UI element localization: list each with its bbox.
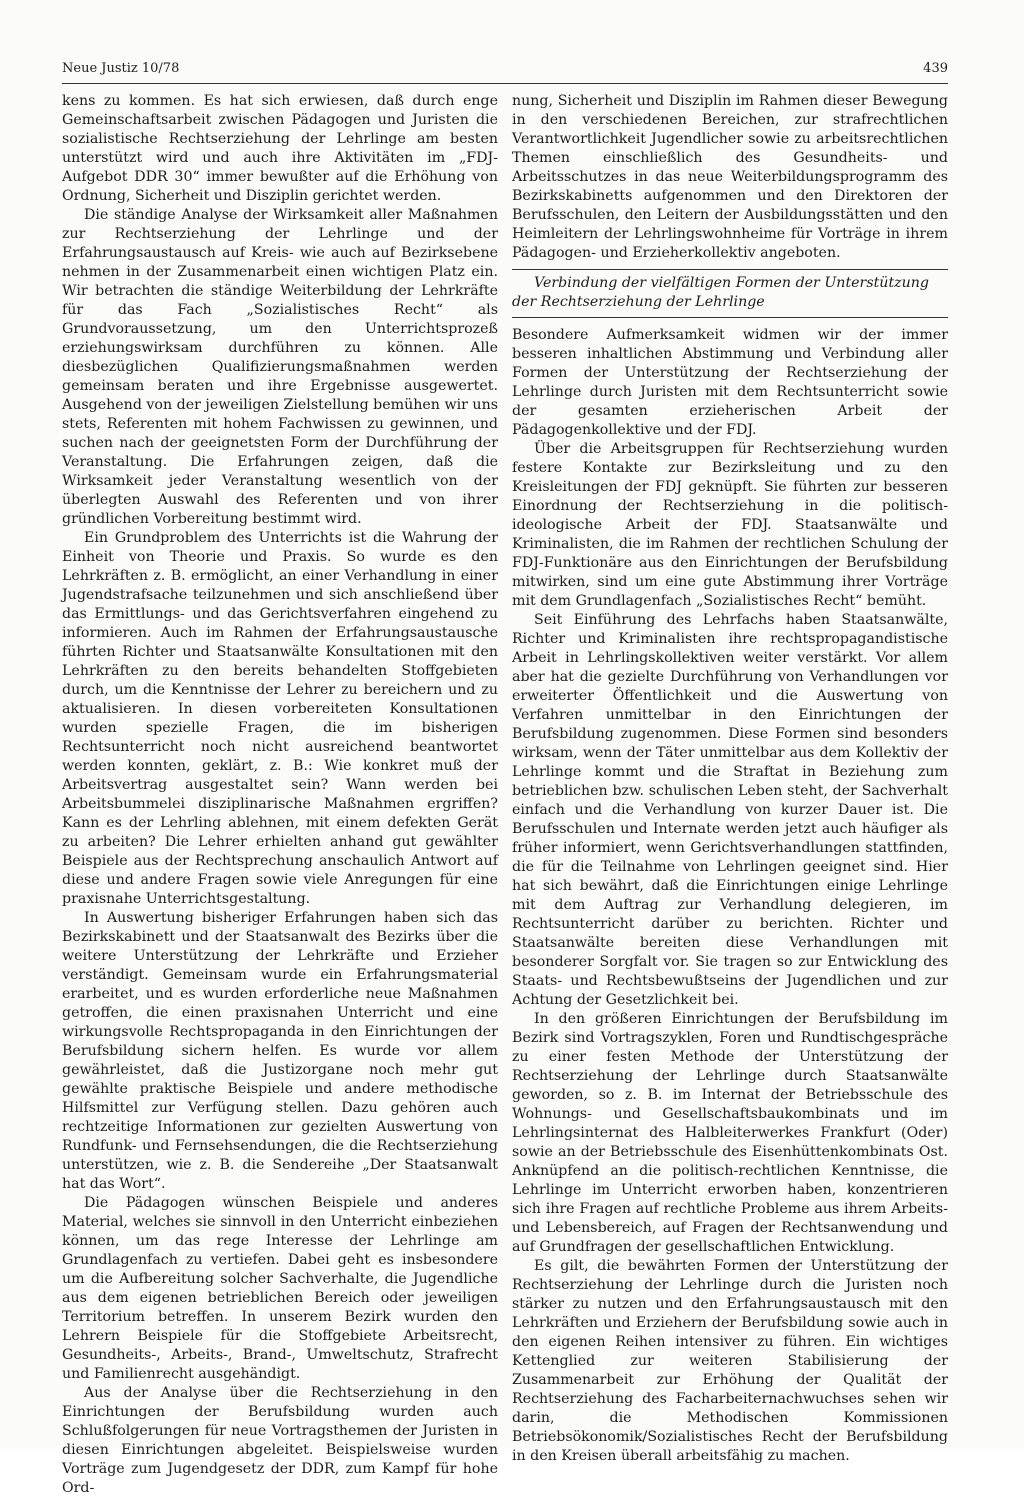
paragraph: kens zu kommen. Es hat sich erwiesen, daß durch enge Gemeinschaftsarbeit zwischen Pädagogen und Juristen die sozialistische Rechtserziehung der Lehrlinge am besten unterstützt wird und auch ihre Aktivitäten im „FDJ-Aufgebot DDR 30“ immer bewußter auf die Erhöhung von Ordnung, Sicherheit und Disziplin gerichtet werden. [62, 93, 498, 204]
paragraph: Die ständige Analyse der Wirksamkeit aller Maßnahmen zur Rechtserziehung der Lehrlinge und der Erfahrungsaustausch auf Kreis- wie auch auf Bezirksebene nehmen in der Zusammenarbeit einen wichtigen Platz ein. Wir betrachten die ständige Weiterbildung der Lehrkräfte für das Fach „Sozialistisches Recht“ als Grundvoraussetzung, um den Unterrichtsprozeß erziehungswirksam durchführen zu können. Alle diesbezüglichen Qualifizierungsmaßnahmen werden gemeinsam beraten und ihre Ergebnisse ausgewertet. Ausgehend von der jeweiligen Zielstellung bemühen wir uns stets, Referenten mit hohem Fachwissen zu gewinnen, und suchen nach der geeignetsten Form der Durchführung der Veranstaltung. Die Erfahrungen zeigen, daß die Wirksamkeit jeder Veranstaltung wesentlich von der überlegten Auswahl des Referenten und von ihrer gründlichen Vorbereitung bestimmt wird. [62, 207, 498, 527]
paragraph: nung, Sicherheit und Disziplin im Rahmen dieser Bewegung in den verschiedenen Bereichen, zur strafrechtlichen Verantwortlichkeit Jugendlicher sowie zu arbeitsrechtlichen Themen einschließlich des Gesundheits- und Arbeitsschutzes in das neue Weiterbildungsprogramm des Bezirkskabinetts aufgenommen und den Direktoren der Berufsschulen, den Leitern der Ausbildungsstätten und den Heimleitern der Lehrlingswohnheime für Vorträge in ihrem Pädagogen- und Erzieherkollektiv angeboten. [512, 93, 948, 261]
paragraph: Besondere Aufmerksamkeit widmen wir der immer besseren inhaltlichen Abstimmung und Verbindung aller Formen der Unterstützung der Rechtserziehung der Lehrlinge durch Juristen mit dem Rechtsunterricht sowie der gesamten erzieherischen Arbeit der Pädagogenkollektive und der FDJ. [512, 327, 948, 438]
paragraph: Seit Einführung des Lehrfachs haben Staatsanwälte, Richter und Kriminalisten ihre rechtspropagandistische Arbeit in Lehrlingskollektiven weiter verstärkt. Vor allem aber hat die gezielte Durchführung von Verhandlungen vor erweiterter Öffentlichkeit und die Auswertung von Verfahren unmittelbar in den Einrichtungen der Berufsbildung zugenommen. Diese Formen sind besonders wirksam, wenn der Täter unmittelbar aus dem Kollektiv der Lehrlinge kommt und die Straftat in Beziehung zum betrieblichen bzw. schulischen Leben steht, der Sachverhalt einfach und die Verhandlung von kurzer Dauer ist. Die Berufsschulen und Internate werden jetzt auch häufiger als früher informiert, wenn Gerichtsverhandlungen stattfinden, die für die Teilnahme von Lehrlingen geeignet sind. Hier hat sich bewährt, daß die Einrichtungen einige Lehrlinge mit dem Auftrag zur Verhandlung delegieren, im Rechtsunterricht darüber zu berichten. Richter und Staatsanwälte bereiten diese Verhandlungen mit besonderer Sorgfalt vor. Sie tragen so zur Entwicklung des Staats- und Rechtsbewußtseins der Jugendlichen und zur Achtung der Gesetzlichkeit bei. [512, 612, 948, 1008]
paragraph: In den größeren Einrichtungen der Berufsbildung im Bezirk sind Vortragszyklen, Foren und Rundtischgespräche zu einer festen Methode der Unterstützung der Rechtserziehung der Lehrlinge durch Staatsanwälte geworden, so z. B. im Internat der Betriebsschule des Wohnungs- und Gesellschaftsbaukombinats und im Lehrlingsinternat des Halbleiterwerkes Frankfurt (Oder) sowie an der Betriebsschule des Eisenhüttenkombinats Ost. Anknüpfend an die politisch-rechtlichen Kenntnisse, die Lehrlinge im Unterricht erworben haben, konzentrieren sich ihre Fragen auf rechtliche Probleme aus ihrem Arbeits- und Lebensbereich, auf Fragen der Rechtsanwendung und auf Grundfragen der gesellschaftlichen Entwicklung. [512, 1011, 948, 1255]
section-heading-box [512, 269, 948, 318]
left-column [62, 92, 498, 1496]
paragraph: Aus der Analyse über die Rechtserziehung in den Einrichtungen der Berufsbildung wurden auch Schlußfolgerungen für neue Vortragsthemen der Juristen in diesen Einrichtungen abgeleitet. Beispielsweise wurden Vorträge zum Jugendgesetz der DDR, zum Kampf für hohe Ord- [62, 1385, 498, 1496]
right-column [512, 92, 948, 1464]
paragraph: Über die Arbeitsgruppen für Rechtserziehung wurden festere Kontakte zur Bezirksleitung und zu den Kreisleitungen der FDJ geknüpft. Sie führten zur besseren Einordnung der Rechtserziehung in die politisch-ideologische Arbeit der FDJ. Staatsanwälte und Kriminalisten, die im Rahmen der rechtlichen Schulung der FDJ-Funktionäre aus den Einrichtungen der Berufsbildung mitwirken, sind um eine gute Abstimmung ihrer Vorträge mit dem Grundlagenfach „Sozialistisches Recht“ bemüht. [512, 441, 948, 609]
header-rule [62, 83, 948, 84]
journal-title: Neue Justiz 10/78 [62, 61, 180, 76]
section-heading: Verbindung der vielfältigen Formen der Unterstützung der Rechtserziehung der Lehrlinge [512, 275, 929, 310]
paragraph: Ein Grundproblem des Unterrichts ist die Wahrung der Einheit von Theorie und Praxis. So wurde es den Lehrkräften z. B. ermöglicht, an einer Verhandlung in einer Jugendstrafsache teilzunehmen und sich anschließend über das Ermittlungs- und das Gerichtsverfahren eingehend zu informieren. Auch im Rahmen der Erfahrungsaustausche führten Richter und Staatsanwälte Konsultationen mit den Lehrkräften zu den bereits behandelten Stoffgebieten durch, um die Kenntnisse der Lehrer zu bereichern und zu aktualisieren. In diesen vorbereiteten Konsultationen wurden spezielle Fragen, die im bisherigen Rechtsunterricht noch nicht ausreichend beantwortet werden konnten, geklärt, z. B.: Wie konkret muß der Arbeitsvertrag ausgestaltet sein? Wann werden bei Arbeitsbummelei disziplinarische Maßnahmen ergriffen? Kann es der Lehrling ablehnen, mit einem defekten Gerät zu arbeiten? Die Lehrer erhielten anhand gut gewählter Beispiele aus der Rechtsprechung anschaulich Antwort auf diese und andere Fragen sowie viele Anregungen für eine praxisnahe Unterrichtsgestaltung. [62, 530, 498, 907]
paragraph: Es gilt, die bewährten Formen der Unterstützung der Rechtserziehung der Lehrlinge durch die Juristen noch stärker zu nutzen und den Erfahrungsaustausch mit den Lehrkräften und Erziehern der Berufsbildung sowie auch in den eigenen Reihen intensiver zu führen. Ein wichtiges Kettenglied zur weiteren Stabilisierung der Zusammenarbeit zur Erhöhung der Qualität der Rechtserziehung des Facharbeiternachwuchses sehen wir darin, die Methodischen Kommissionen Betriebsökonomik/Sozialistisches Recht der Berufsbildung in den Kreisen überall arbeitsfähig zu machen. [512, 1258, 948, 1464]
paragraph: Die Pädagogen wünschen Beispiele und anderes Material, welches sie sinnvoll in den Unterricht einbeziehen können, um das rege Interesse der Lehrlinge am Grundlagenfach zu vertiefen. Dabei geht es insbesondere um die Aufbereitung solcher Sachverhalte, die Jugendliche aus dem eigenen betrieblichen Bereich oder jeweiligen Territorium betreffen. In unserem Bezirk wurden den Lehrern Beispiele für die Stoffgebiete Arbeitsrecht, Gesundheits-, Arbeits-, Brand-, Umweltschutz, Strafrecht und Familienrecht ausgehändigt. [62, 1195, 498, 1382]
page-number: 439 [923, 61, 948, 76]
page-header [62, 62, 948, 84]
paragraph: In Auswertung bisheriger Erfahrungen haben sich das Bezirkskabinett und der Staatsanwalt des Bezirks über die weitere Unterstützung der Lehrkräfte und Erzieher verständigt. Gemeinsam wurde ein Erfahrungsmaterial erarbeitet, und es wurden erforderliche neue Maßnahmen getroffen, die einen praxisnahen Unterricht und eine wirkungsvolle Rechtspropaganda in den Einrichtungen der Berufsbildung sichern helfen. Es wurde vor allem gewährleistet, daß die Justizorgane noch mehr gut gewählte praktische Beispiele und andere methodische Hilfsmittel zur Verfügung stellen. Dazu gehören auch rechtzeitige Informationen zur gezielten Auswertung von Rundfunk- und Fernsehsendungen, die die Rechtserziehung unterstützen, wie z. B. die Sendereihe „Der Staatsanwalt hat das Wort“. [62, 910, 498, 1192]
